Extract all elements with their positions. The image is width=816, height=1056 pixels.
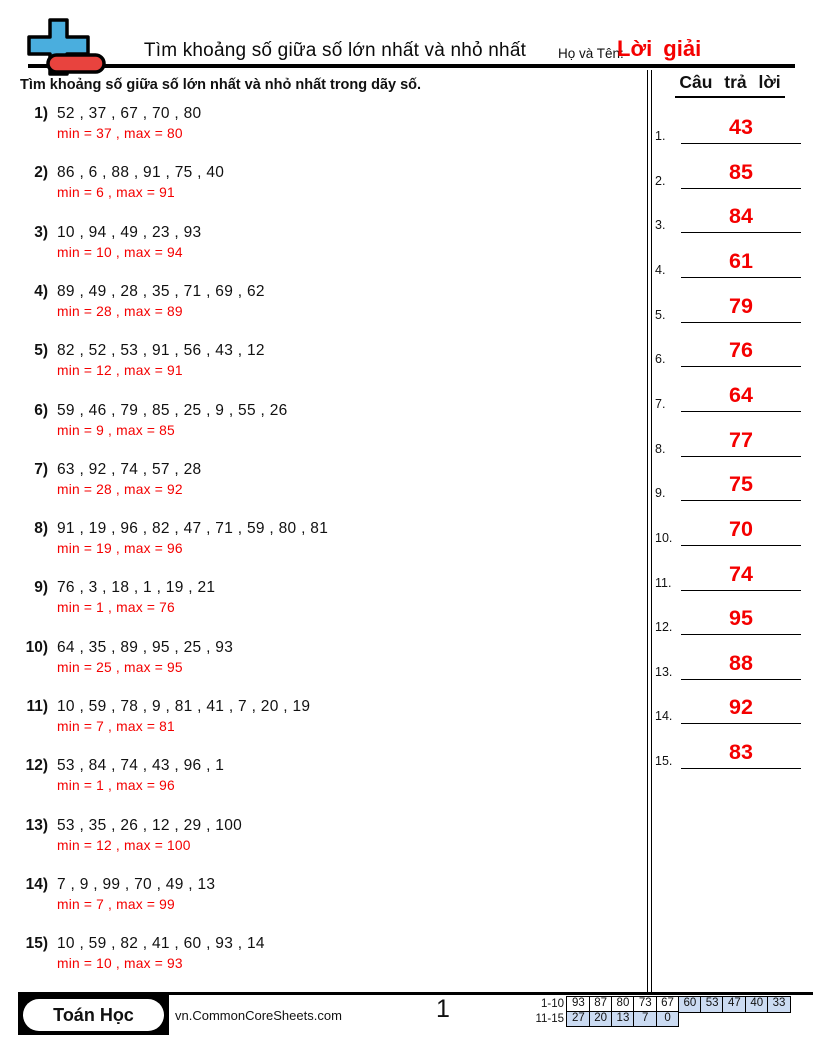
problem-minmax: min = 7 , max = 81 — [57, 719, 175, 734]
page-number: 1 — [436, 995, 450, 1023]
problem-item — [0, 105, 646, 141]
problem-line — [0, 757, 646, 775]
answer-row — [648, 516, 816, 553]
problem-number: 10) — [25, 638, 48, 656]
problem-item — [0, 402, 646, 438]
answer-value: 88 — [729, 650, 753, 675]
answer-blank-line — [681, 277, 801, 278]
score-cell: 93 — [566, 996, 590, 1013]
score-row-label: 1-10 — [540, 998, 564, 1010]
problem-minmax: min = 19 , max = 96 — [57, 541, 183, 557]
problem-line — [0, 105, 646, 123]
answer-value: 84 — [729, 204, 753, 229]
problem-sequence: 86 , 6 , 88 , 91 , 75 , 40 — [57, 164, 225, 182]
score-row — [520, 1011, 791, 1028]
problem-sequence: 76 , 3 , 18 , 1 , 19 , 21 — [57, 579, 216, 597]
problem-minmax: min = 1 , max = 76 — [57, 600, 175, 616]
answer-row — [648, 293, 816, 330]
answer-number: 1. — [655, 129, 666, 143]
problem-minmax: min = 12 , max = 100 — [57, 837, 191, 853]
answer-row — [648, 248, 816, 285]
score-cell: 20 — [589, 1011, 613, 1028]
name-value-answer-key: Lời giải — [617, 36, 702, 61]
problem-minmax: min = 6 , max = 91 — [57, 185, 175, 201]
problem-sequence: 7 , 9 , 99 , 70 , 49 , 13 — [57, 875, 216, 893]
answer-value: 77 — [729, 427, 753, 452]
name-label: Họ và Tên: — [558, 46, 624, 61]
problem-number: 2) — [34, 164, 48, 182]
problem-item — [0, 698, 646, 734]
answer-number: 11. — [655, 575, 672, 590]
problem-sequence: 52 , 37 , 67 , 70 , 80 — [57, 105, 202, 122]
problem-sequence: 10 , 59 , 82 , 41 , 60 , 93 , 14 — [57, 935, 265, 953]
answer-row — [648, 382, 816, 419]
page-title: Tìm khoảng số giữa số lớn nhất và nhỏ nhất — [143, 40, 527, 61]
answer-blank-line — [681, 188, 801, 189]
problem-item — [0, 164, 646, 200]
problem-sequence: 89 , 49 , 28 , 35 , 71 , 69 , 62 — [57, 282, 265, 300]
answer-blank-line — [681, 768, 801, 769]
problem-line — [0, 579, 646, 597]
score-grid — [520, 996, 791, 1027]
answer-row — [648, 206, 816, 240]
answer-value: 79 — [729, 293, 753, 318]
problem-line — [0, 461, 646, 479]
problem-number: 4) — [34, 282, 48, 300]
answer-number: 2. — [655, 173, 666, 188]
score-cell: 27 — [566, 1011, 590, 1028]
answer-value: 83 — [729, 740, 753, 765]
problem-item — [0, 876, 646, 912]
problem-minmax: min = 12 , max = 91 — [57, 363, 183, 379]
problem-sequence: 63 , 92 , 74 , 57 , 28 — [57, 460, 202, 478]
answer-value: 43 — [729, 115, 753, 139]
answer-number: 12. — [655, 620, 673, 635]
answer-value: 70 — [729, 516, 753, 541]
answer-value: 92 — [729, 695, 753, 720]
answer-blank-line — [681, 545, 801, 546]
answer-row — [648, 474, 816, 508]
problem-item — [0, 579, 646, 615]
problem-item — [0, 639, 646, 675]
answer-blank-line — [681, 590, 801, 591]
answer-number: 8. — [655, 441, 666, 456]
problem-line — [0, 224, 646, 242]
problem-sequence: 59 , 46 , 79 , 85 , 25 , 9 , 55 , 26 — [57, 401, 288, 419]
problem-minmax: min = 10 , max = 93 — [57, 956, 183, 972]
problem-sequence: 10 , 94 , 49 , 23 , 93 — [57, 223, 202, 241]
answer-value: 61 — [729, 248, 753, 273]
problem-line — [0, 283, 646, 301]
problem-number: 8) — [34, 520, 48, 538]
problem-line — [0, 639, 646, 657]
answer-value: 75 — [729, 472, 753, 497]
score-cell: 60 — [678, 996, 702, 1013]
problem-number: 9) — [34, 579, 48, 597]
problem-item — [0, 461, 646, 497]
problem-minmax: min = 9 , max = 85 — [57, 422, 175, 438]
answer-blank-line — [681, 500, 801, 501]
problem-number: 11) — [26, 698, 48, 715]
answer-blank-line — [681, 723, 801, 724]
problem-item — [0, 342, 646, 378]
answer-row — [648, 117, 816, 151]
answer-blank-line — [681, 366, 801, 367]
score-cell: 73 — [633, 996, 657, 1013]
score-cell: 33 — [767, 996, 791, 1013]
problem-minmax: min = 7 , max = 99 — [57, 896, 175, 912]
answer-number: 9. — [655, 486, 666, 501]
answer-number: 4. — [655, 262, 666, 277]
problem-minmax: min = 37 , max = 80 — [57, 126, 183, 141]
plus-minus-logo-icon — [24, 18, 112, 78]
score-cell: 80 — [611, 996, 635, 1013]
answers-list — [648, 117, 816, 817]
problem-sequence: 91 , 19 , 96 , 82 , 47 , 71 , 59 , 80 , 81 — [57, 520, 329, 538]
problem-line — [0, 935, 646, 953]
score-cell: 67 — [656, 996, 680, 1013]
answer-row — [648, 159, 816, 196]
answer-number: 15. — [655, 754, 673, 769]
problem-minmax: min = 25 , max = 95 — [57, 659, 183, 675]
problem-number: 5) — [34, 342, 48, 360]
problem-number: 3) — [34, 223, 48, 241]
answer-number: 3. — [655, 218, 666, 233]
problem-number: 1) — [34, 105, 48, 122]
problem-line — [0, 698, 646, 716]
answers-column-header-wrap — [650, 72, 810, 98]
answer-blank-line — [681, 143, 801, 144]
problem-line — [0, 817, 646, 835]
problem-item — [0, 224, 646, 260]
answer-blank-line — [681, 634, 801, 635]
answer-number: 5. — [655, 307, 666, 322]
problems-list — [0, 105, 646, 995]
problem-number: 7) — [34, 460, 48, 478]
answer-number: 7. — [655, 396, 666, 411]
problem-sequence: 53 , 84 , 74 , 43 , 96 , 1 — [57, 757, 225, 775]
problem-sequence: 53 , 35 , 26 , 12 , 29 , 100 — [57, 816, 243, 834]
answer-value: 76 — [729, 338, 753, 363]
brand-badge-label: Toán Học — [23, 999, 164, 1031]
score-cell: 0 — [656, 1011, 680, 1028]
answer-blank-line — [681, 232, 801, 233]
answers-column-header: Câu trả lời — [675, 72, 784, 98]
score-cell: 53 — [700, 996, 724, 1013]
answer-blank-line — [681, 679, 801, 680]
answer-value: 85 — [729, 159, 753, 184]
score-row-label: 11-15 — [535, 1012, 564, 1025]
answer-number: 14. — [655, 709, 673, 724]
problem-item — [0, 757, 646, 793]
problem-line — [0, 876, 646, 894]
problem-line — [0, 402, 646, 420]
problem-minmax: min = 28 , max = 89 — [57, 303, 183, 319]
score-cell: 7 — [633, 1011, 657, 1028]
problem-sequence: 10 , 59 , 78 , 9 , 81 , 41 , 7 , 20 , 19 — [57, 698, 311, 715]
score-cell: 13 — [611, 1011, 635, 1028]
problem-minmax: min = 1 , max = 96 — [57, 778, 175, 794]
answer-value: 64 — [729, 382, 753, 407]
problem-line — [0, 520, 646, 538]
problem-sequence: 64 , 35 , 89 , 95 , 25 , 93 — [57, 638, 234, 656]
problem-sequence: 82 , 52 , 53 , 91 , 56 , 43 , 12 — [57, 342, 265, 360]
answer-row — [648, 340, 816, 374]
brand-badge — [18, 995, 169, 1035]
problem-number: 15) — [25, 935, 48, 953]
answer-blank-line — [681, 411, 801, 412]
problem-item — [0, 283, 646, 319]
site-url-text: vn.CommonCoreSheets.com — [175, 1008, 342, 1023]
problem-minmax: min = 28 , max = 92 — [57, 481, 183, 497]
problem-item — [0, 520, 646, 556]
score-cell: 87 — [589, 996, 613, 1013]
problem-number: 13) — [25, 816, 48, 834]
problem-item — [0, 935, 646, 971]
answer-row — [648, 427, 816, 464]
problem-number: 6) — [34, 401, 48, 419]
score-cell: 47 — [722, 996, 746, 1013]
problem-number: 12) — [25, 757, 48, 775]
problem-line — [0, 342, 646, 360]
answer-blank-line — [681, 322, 801, 323]
answer-row — [648, 650, 816, 687]
problem-number: 14) — [25, 875, 48, 893]
answer-number: 13. — [655, 664, 673, 679]
answer-value: 95 — [729, 606, 753, 631]
answer-row — [648, 561, 816, 598]
answer-row — [648, 742, 816, 776]
worksheet-instruction: Tìm khoảng số giữa số lớn nhất và nhỏ nhất trong dãy số. — [20, 77, 422, 93]
answer-value: 74 — [729, 561, 753, 586]
answer-number: 10. — [655, 530, 673, 545]
problem-line — [0, 164, 646, 182]
problem-item — [0, 817, 646, 853]
header-divider-line — [28, 64, 795, 68]
score-cell: 40 — [745, 996, 769, 1013]
answer-row — [648, 697, 816, 731]
answer-row — [648, 608, 816, 642]
problem-minmax: min = 10 , max = 94 — [57, 244, 183, 260]
answer-number: 6. — [655, 352, 666, 367]
answer-blank-line — [681, 456, 801, 457]
